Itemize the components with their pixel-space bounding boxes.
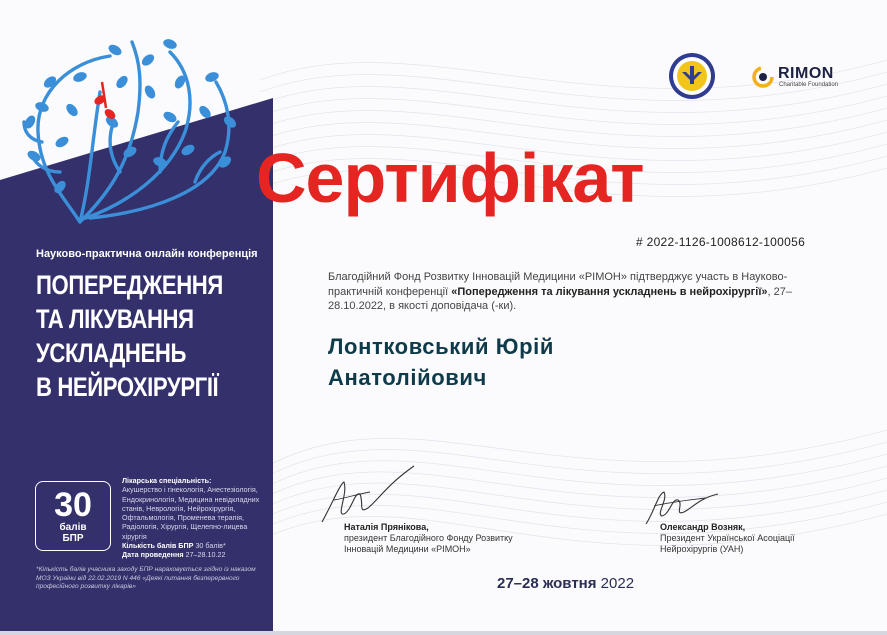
- conference-title: [36, 268, 225, 404]
- certificate-title: Сертифікат: [256, 139, 644, 217]
- rimon-logo-icon: [752, 66, 774, 88]
- points-label: Кількість балів БПР: [122, 541, 194, 551]
- conference-title-line: ТА ЛІКУВАННЯ: [36, 304, 194, 334]
- points-footnote: *Кількість балів учасника заходу БПР нараховується згідно із наказом МОЗ України від 22.02.2019 N 446 «Деякі питання безперервного професійного розвитку лікарів»: [36, 566, 256, 590]
- signer-role: Президент Української Асоціації: [660, 533, 795, 543]
- conference-title-line: ПОПЕРЕДЖЕННЯ: [36, 270, 223, 300]
- brain-tree-logo: [20, 22, 245, 232]
- points-asterisk: *: [223, 541, 226, 551]
- bottom-border: [0, 631, 887, 635]
- signer-name: Наталія Прянікова,: [344, 522, 429, 532]
- points-unit: балів: [59, 522, 87, 533]
- body-text-part: (-ки).: [488, 300, 517, 312]
- partner-logos: [668, 52, 848, 102]
- cme-points-badge: [35, 481, 111, 551]
- signer-role: президент Благодійного Фонду Розвитку: [344, 533, 513, 543]
- signer-role: Нейрохірургів (УАН): [660, 544, 744, 554]
- specialties-list: Акушерство і гінекологія, Анестезіологія, Ендокринологія, Медицина невідкладних станів, Неврологія, Нейрохірургія, Офтальмологія, Променева терапія, Радіологія, Хірургія, Щелепно-лицева хірургія: [122, 485, 260, 541]
- event-days: 27–28 жовтня: [497, 575, 597, 592]
- conference-title-line: В НЕЙРОХІРУРГІЇ: [36, 372, 219, 402]
- event-year: 2022: [600, 575, 635, 592]
- participant-role: доповідача: [431, 300, 489, 312]
- rimon-logo-text: RIMON: [778, 65, 834, 82]
- certificate-body-text: [328, 270, 828, 314]
- points-unit-abbr: БПР: [62, 533, 84, 544]
- recipient-name-line: Лонтковський Юрій: [328, 334, 554, 359]
- conference-side-panel: [0, 0, 273, 631]
- signature-image: [318, 464, 418, 526]
- signer-2: [660, 522, 795, 555]
- uan-seal-logo: [668, 52, 716, 100]
- points-count: 30 балів: [195, 541, 223, 551]
- conference-title-line: УСКЛАДНЕНЬ: [36, 338, 186, 368]
- date-label: Дата проведення: [122, 550, 184, 560]
- recipient-name-line: Анатолійович: [328, 365, 487, 390]
- signer-1: [344, 522, 513, 555]
- points-value: 30: [54, 486, 92, 524]
- rimon-logo-subtitle: Charitable Foundation: [779, 82, 839, 88]
- certificate-number: # 2022-1126-1008612-100056: [636, 235, 806, 249]
- date-value: 27–28.10.22: [185, 550, 226, 560]
- specialties-block: [122, 476, 262, 560]
- event-date: [497, 575, 634, 592]
- conference-subtitle: Науково-практична онлайн конференція: [36, 248, 258, 260]
- body-text-part: Благодійний Фонд Розвитку Інновацій Медицини «РІМОН» підтверджує участь в Науково-практичній конференції: [328, 271, 788, 298]
- signer-name: Олександр Возняк,: [660, 522, 746, 532]
- conference-name: «Попередження та лікування ускладнень в нейрохірургії»: [451, 285, 768, 298]
- recipient-name: [328, 331, 708, 393]
- body-text-part: , 27–28.10.2022, в якості: [328, 285, 792, 312]
- specialties-label: Лікарська спеціальність:: [122, 476, 212, 485]
- signer-role: Інновацій Медицини «РІМОН»: [344, 544, 471, 554]
